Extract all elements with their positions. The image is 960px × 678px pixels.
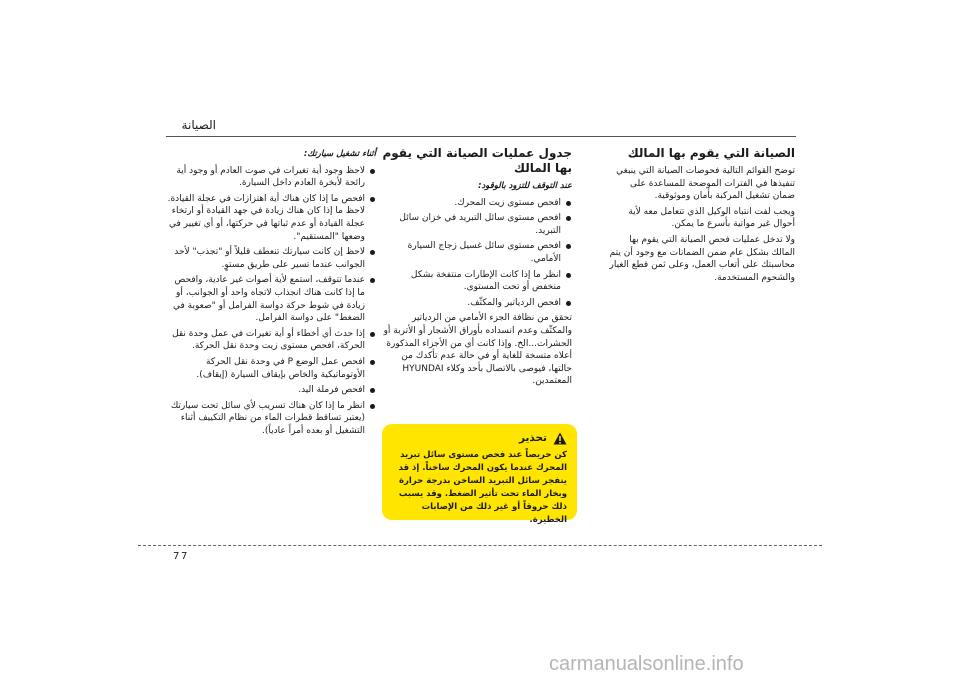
while-driving-subtitle: أثناء تشغيل سيارتك: [303, 149, 376, 159]
footer-divider [138, 545, 822, 546]
page-number-chapter: 7 [173, 551, 180, 562]
watermark-text: carmanualsonline.info [549, 653, 744, 675]
list-item: افحص الردياتير والمكثّف. [382, 297, 572, 310]
list-item: لاحظ إن كانت سيارتك تنعطف قليلاً أو "تجذب" لأحد الجوانب عندما تسير على طريق مستوٍ. [166, 246, 376, 271]
schedule-title: جدول عمليات الصيانة التي يقوم بها المالك [382, 146, 572, 175]
list-item: لاحظ وجود أية تغيرات في صوت العادم أو وجود أية رائحة لأبخرة العادم داخل السيارة. [166, 165, 376, 190]
list-item: افحص عمل الوضع P في وحدة نقل الحركة الأوتوماتيكية والخاص بإيقاف السيارة (إيقاف). [166, 356, 376, 381]
owner-maintenance-title: الصيانة التي يقوم بها المالك [627, 146, 795, 160]
list-item: انظر ما إذا كانت الإطارات منتفخة بشكل منخفض أو تحت المستوى. [382, 269, 572, 294]
page-number: 7 [181, 551, 188, 562]
list-item: افحص مستوى سائل غسيل زجاج السيارة الأمامي. [382, 240, 572, 265]
list-item: عندما تتوقف، استمع لأية أصوات غير عادية، وافحص ما إذا كانت هناك انجذاب لاتجاه واحد أو الجوانب، أو زيادة في شوط حركة دواسة الفرامل أو "صعوبة في الضغط" على دواسة الفرامل. [166, 274, 376, 324]
right-column [605, 146, 795, 287]
paragraph: ولا تدخل عمليات فحص الصيانة التي يقوم بها المالك بشكل عام ضمن الضمانات مع وجود أن يتم محاسبتك على أتعاب العمل، وعلى ثمن قطع الغيار والشحوم المستخدمة. [609, 234, 795, 283]
section-title: الصيانة [181, 118, 216, 132]
radiator-note: تحقق من نظافة الجزء الأمامي من الردياتير والمكثّف وعدم انسداده بأوراق الأشجار أو الأتربة أو الحشرات...الخ. وإذا كانت أي من الأجزاء المذكورة أعلاه متسخة للغاية أو في حالة عدم تأكدك من حالتها، فيوصى بالاتصال بأحد وكلاء HYUNDAI المعتمدين. [383, 313, 572, 387]
warning-header [392, 432, 567, 445]
warning-text: كن حريصاً عند فحص مستوى سائل تبريد المحرك عندما يكون المحرك ساخناً. إذ قد ينفجر سائل التبريد الساخن بدرجة حرارة وبخار الماء تحت تأثير الضغط. وقد يسبب ذلك حروقاً أو غير ذلك من الإصابات الخطيرة. [398, 450, 567, 525]
warning-triangle-icon [553, 432, 567, 445]
list-item: افحص مستوى زيت المحرك. [382, 197, 572, 210]
list-item: افحص ما إذا كان هناك أية اهتزازات في عجلة القيادة. لاحظ ما إذا كان هناك زيادة في جهد القيادة أو ارتخاء عجلة القيادة أو عدم ثباتها في حركتها، أو أي تغيير في وضعها "المستقيم". [166, 193, 376, 243]
paragraph: توضح القوائم التالية فحوصات الصيانة التي ينبغي تنفيذها في الفترات الموضحة للمساعدة على ضمان تشغيل المركبة بأمان وموثوقية. [616, 166, 795, 202]
list-item: افحص فرملة اليد. [166, 384, 376, 397]
fuel-stop-list [382, 197, 572, 310]
warning-title: تحذير [518, 432, 547, 444]
list-item: إذا حدث أي أخطاء أو أية تغيرات في عمل وحدة نقل الحركة، افحص مستوى زيت وحدة نقل الحركة. [166, 328, 376, 353]
while-driving-list [166, 165, 376, 438]
left-column [166, 146, 376, 440]
middle-column [382, 146, 572, 391]
warning-box [382, 424, 577, 525]
fuel-stop-subtitle: عند التوقف للتزود بالوقود: [478, 181, 572, 191]
list-item: افحص مستوى سائل التبريد في خزان سائل التبريد. [382, 212, 572, 237]
paragraph: ويجب لفت انتباه الوكيل الذي تتعامل معه لأية أحوال غير مواتية بأسرع ما يمكن. [628, 206, 795, 230]
list-item: انظر ما إذا كان هناك تسريب لأي سائل تحت سيارتك (يعتبر تساقط قطرات الماء من نظام التكييف أثناء التشغيل أو بعده أمراً عادياً). [166, 400, 376, 438]
header-divider [166, 136, 796, 137]
